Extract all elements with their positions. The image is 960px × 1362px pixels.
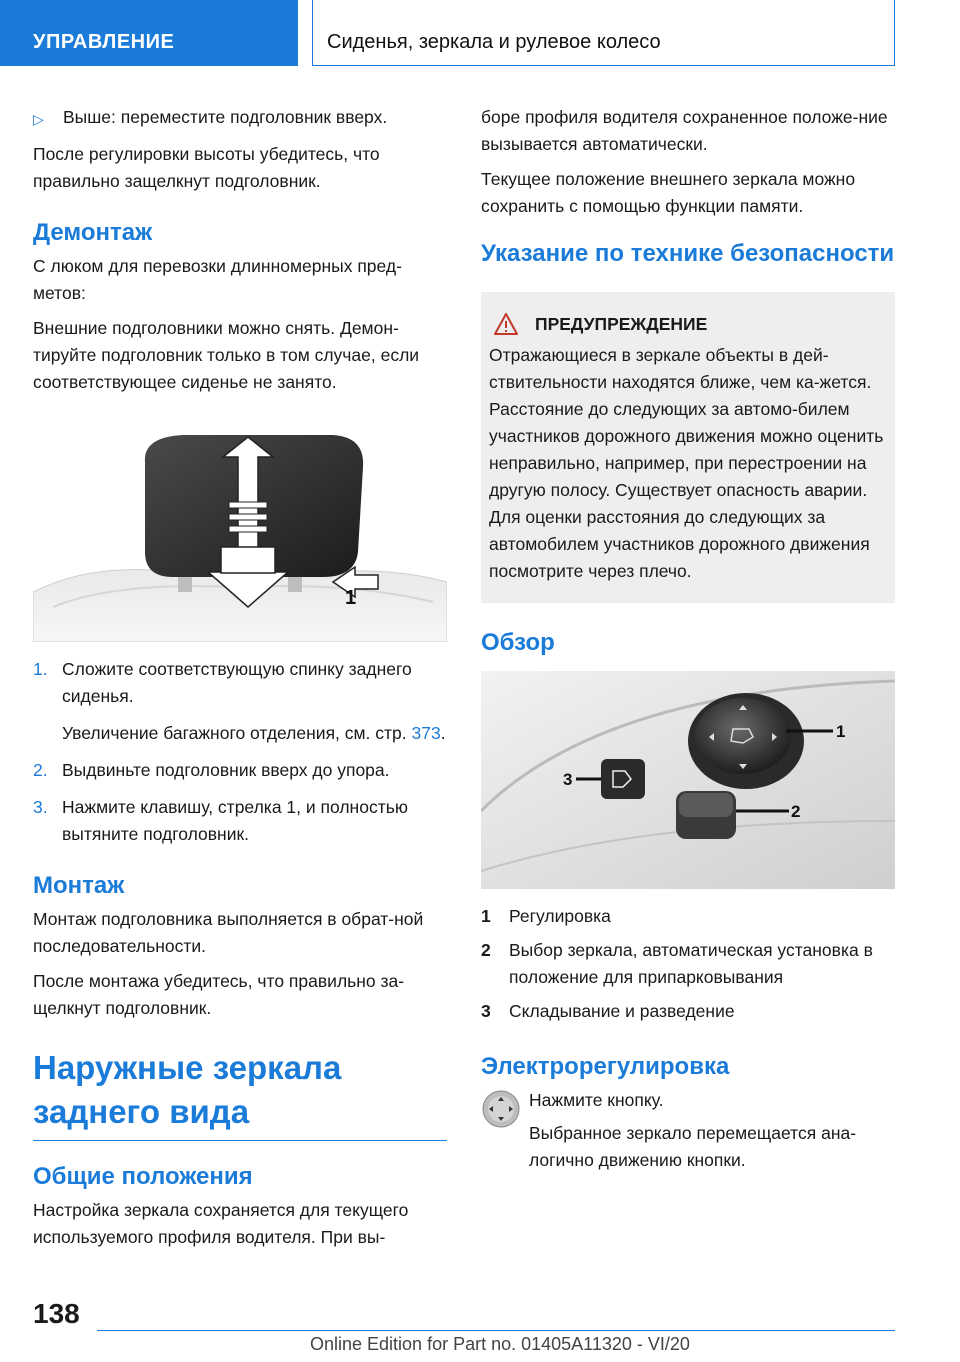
step-number: 1. — [33, 659, 48, 679]
legend-number: 2 — [481, 940, 491, 960]
chapter-title: Сиденья, зеркала и рулевое колесо — [312, 0, 895, 66]
left-column — [33, 104, 447, 1259]
bullet-triangle-icon: ▷ — [33, 111, 44, 127]
paragraph: После регулировки высоты убедитесь, что правильно защелкнут подголовник. — [33, 144, 380, 191]
subtext-suffix: . — [440, 723, 446, 743]
legend-number: 1 — [481, 906, 491, 926]
warning-triangle-icon — [493, 312, 519, 336]
electro-instruction — [481, 1087, 895, 1182]
section-tab: УПРАВЛЕНИЕ — [0, 0, 298, 66]
footer-divider — [97, 1330, 895, 1331]
warning-text: Отражающиеся в зеркале объекты в дей-ствительности находятся ближе, чем ка-жется. Расстояние до следующих за автомо-билем участников дорожного движения можно оценить неправильно, например, при перестроении на другую полосу. Существует опасность аварии. Для оценки расстояния до следующих за автомобилем участников дорожного движения посмотрите через плечо. — [489, 345, 884, 581]
step-number: 3. — [33, 797, 48, 817]
figure-legend — [481, 903, 895, 1025]
list-item — [481, 937, 895, 991]
mirror-controls-image — [481, 671, 895, 889]
warning-header — [489, 312, 887, 336]
paragraph: Внешние подголовники можно снять. Демон-тируйте подголовник только в том случае, если соответствующее сиденье не занято. — [33, 318, 420, 392]
list-item — [33, 656, 447, 747]
legend-number: 3 — [481, 1001, 491, 1021]
paragraph: Выбранное зеркало перемещается ана-логично движению кнопки. — [529, 1123, 857, 1170]
figure-callout-2: 2 — [791, 802, 801, 821]
warning-title: ПРЕДУПРЕЖДЕНИЕ — [535, 313, 708, 334]
page-link[interactable]: 373 — [411, 723, 441, 743]
paragraph: С люком для перевозки длинномерных пред-метов: — [33, 256, 402, 303]
steps-list — [33, 656, 447, 848]
headrest-image — [33, 432, 447, 642]
section-heading-removal: Демонтаж — [33, 219, 153, 246]
paragraph: После монтажа убедитесь, что правильно за-щелкнут подголовник. — [33, 971, 405, 1018]
list-item — [481, 903, 895, 930]
bullet-text: Выше: переместите подголовник вверх. — [63, 107, 388, 127]
paragraph: Нажмите кнопку. — [529, 1090, 664, 1110]
headrest-illustration — [33, 432, 447, 642]
mirror-controls-illustration — [481, 671, 895, 889]
section-heading-overview: Обзор — [481, 629, 555, 656]
step-content — [62, 656, 447, 747]
section-heading-electro: Электрорегулировка — [481, 1053, 730, 1080]
step-text: Нажмите клавишу, стрелка 1, и полностью вытяните подголовник. — [62, 797, 408, 844]
section-heading-general: Общие положения — [33, 1163, 253, 1190]
paragraph: Настройка зеркала сохраняется для текущего используемого профиля водителя. При вы- — [33, 1200, 409, 1247]
list-item — [481, 998, 895, 1025]
paragraph: боре профиля водителя сохраненное положе-ние вызывается автоматически. — [481, 107, 888, 154]
legend-text: Складывание и разведение — [509, 1001, 735, 1021]
step-number: 2. — [33, 760, 48, 780]
step-text: Сложите соответствующую спинку заднего сиденья. — [62, 659, 412, 706]
legend-text: Регулировка — [509, 906, 611, 926]
section-heading-install: Монтаж — [33, 872, 125, 899]
figure-callout-3: 3 — [563, 770, 573, 789]
figure-callout-1: 1 — [836, 722, 846, 741]
subtext-prefix: Увеличение багажного отделения, см. стр. — [62, 723, 412, 743]
bullet-item — [33, 104, 447, 133]
chapter-heading-mirrors: Наружные зеркала заднего вида — [33, 1046, 447, 1141]
electro-text — [529, 1087, 895, 1182]
right-column — [481, 104, 895, 1182]
step-text: Выдвиньте подголовник вверх до упора. — [62, 760, 390, 780]
step-subtext — [62, 720, 447, 747]
mirror-adjust-button-icon — [481, 1089, 521, 1129]
figure-callout-1: 1 — [345, 587, 357, 609]
list-item — [33, 757, 447, 784]
warning-box — [481, 292, 895, 603]
section-heading-safety: Указание по технике безопасности — [481, 240, 895, 267]
paragraph: Монтаж подголовника выполняется в обрат-ной последовательности. — [33, 909, 424, 956]
page-number: 138 — [33, 1298, 80, 1329]
footer-edition: Online Edition for Part no. 01405A11320 - VI/20 — [310, 1334, 690, 1354]
paragraph: Текущее положение внешнего зеркала можно сохранить с помощью функции памяти. — [481, 169, 856, 216]
list-item — [33, 794, 447, 848]
legend-text: Выбор зеркала, автоматическая установка в положение для припарковывания — [509, 940, 873, 987]
page-header — [0, 0, 960, 66]
